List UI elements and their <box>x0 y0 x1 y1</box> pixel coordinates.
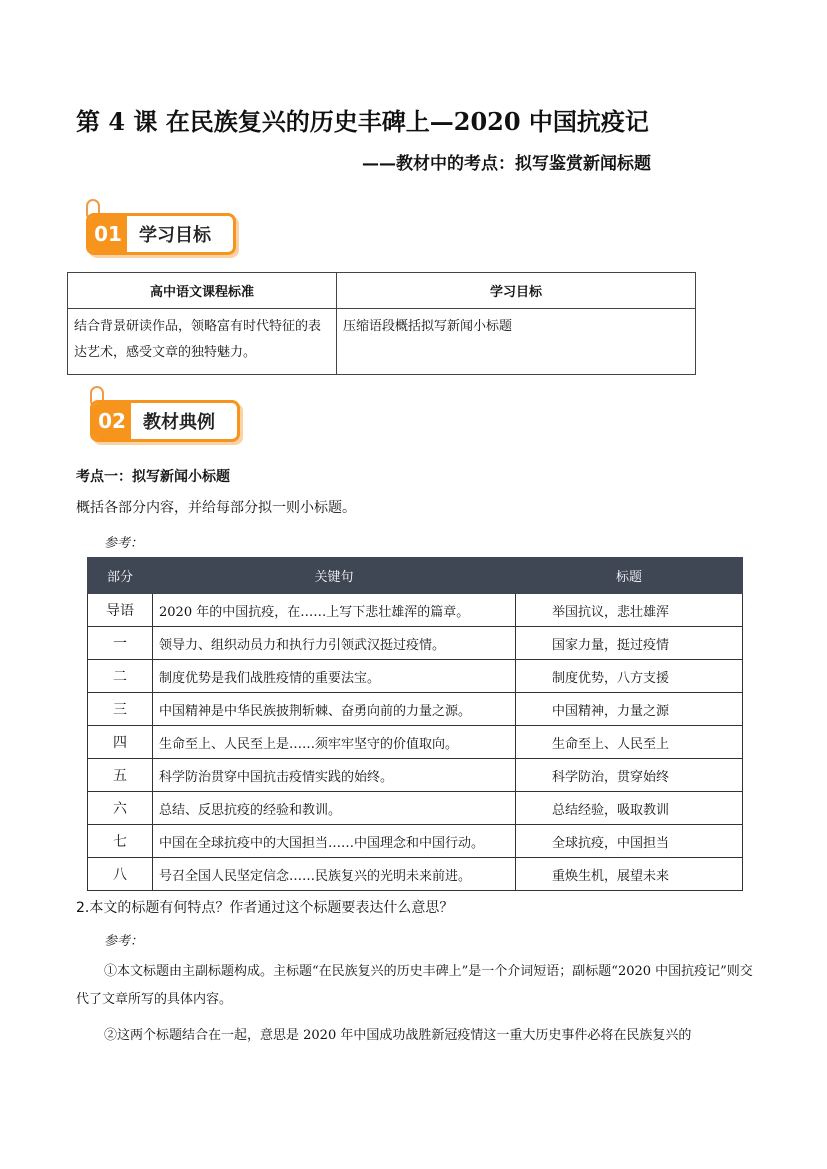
table-cell: 科学防治，贯穿始终 <box>516 759 743 792</box>
table-cell: 中国精神是中华民族披荆斩棘、奋勇向前的力量之源。 <box>153 693 516 726</box>
table-header: 学习目标 <box>337 273 696 309</box>
table-cell: 重焕生机，展望未来 <box>516 858 743 891</box>
table-cell: 压缩语段概括拟写新闻小标题 <box>337 309 696 375</box>
objectives-table <box>67 272 696 375</box>
table-header: 部分 <box>88 558 153 594</box>
table-cell: 总结经验，吸取教训 <box>516 792 743 825</box>
table-cell: 总结、反思抗疫的经验和教训。 <box>153 792 516 825</box>
section-label: 教材典例 <box>143 412 215 433</box>
table-row <box>88 594 743 627</box>
table-cell: 五 <box>88 759 153 792</box>
reference-label: 参考： <box>104 536 144 551</box>
table-cell: 制度优势是我们战胜疫情的重要法宝。 <box>153 660 516 693</box>
table-cell: 举国抗议，悲壮雄浑 <box>516 594 743 627</box>
table-cell: 中国精神，力量之源 <box>516 693 743 726</box>
table-cell: 八 <box>88 858 153 891</box>
reference-label: 参考： <box>104 934 144 949</box>
table-header: 高中语文课程标准 <box>68 273 337 309</box>
table-cell: 全球抗疫，中国担当 <box>516 825 743 858</box>
table-cell: 科学防治贯穿中国抗击疫情实践的始终。 <box>153 759 516 792</box>
table-cell: 生命至上、人民至上是……须牢牢坚守的价值取向。 <box>153 726 516 759</box>
question-2: 2.本文的标题有何特点？作者通过这个标题要表达什么意思？ <box>76 900 454 916</box>
table-cell: 结合背景研读作品，领略富有时代特征的表达艺术，感受文章的独特魅力。 <box>68 309 337 375</box>
table-cell: 中国在全球抗疫中的大国担当……中国理念和中国行动。 <box>153 825 516 858</box>
example-table <box>87 557 743 891</box>
table-cell: 号召全国人民坚定信念……民族复兴的光明未来前进。 <box>153 858 516 891</box>
table-row <box>88 858 743 891</box>
section-number: 02 <box>93 403 131 439</box>
table-cell: 一 <box>88 627 153 660</box>
table-cell: 领导力、组织动员力和执行力引领武汉挺过疫情。 <box>153 627 516 660</box>
table-row <box>88 660 743 693</box>
page-subtitle: ——教材中的考点：拟写鉴赏新闻标题 <box>362 154 651 174</box>
table-cell: 四 <box>88 726 153 759</box>
question-1: 概括各部分内容，并给每部分拟一则小标题。 <box>76 500 356 516</box>
table-cell: 生命至上、人民至上 <box>516 726 743 759</box>
kaodian-heading: 考点一：拟写新闻小标题 <box>76 469 230 485</box>
table-cell: 三 <box>88 693 153 726</box>
page-title: 第 4 课 在民族复兴的历史丰碑上—2020 中国抗疫记 <box>76 107 649 136</box>
table-header: 标题 <box>516 558 743 594</box>
table-row <box>88 627 743 660</box>
table-header: 关键句 <box>153 558 516 594</box>
table-row <box>88 825 743 858</box>
table-row <box>88 726 743 759</box>
table-cell: 七 <box>88 825 153 858</box>
table-cell: 国家力量，挺过疫情 <box>516 627 743 660</box>
answer-paragraph-1: ①本文标题由主副标题构成。主标题“在民族复兴的历史丰碑上”是一个介词短语；副标题“2020 中国抗疫记”则交代了文章所写的具体内容。 <box>76 964 753 1007</box>
answer-paragraph-2: ②这两个标题结合在一起，意思是 2020 年中国成功战胜新冠疫情这一重大历史事件必将在民族复兴的 <box>104 1028 692 1043</box>
table-cell: 二 <box>88 660 153 693</box>
table-row <box>88 792 743 825</box>
table-cell: 六 <box>88 792 153 825</box>
table-cell: 2020 年的中国抗疫，在……上写下悲壮雄浑的篇章。 <box>153 594 516 627</box>
section-label: 学习目标 <box>139 225 211 246</box>
table-row <box>88 693 743 726</box>
table-cell: 导语 <box>88 594 153 627</box>
section-number: 01 <box>89 216 127 252</box>
table-cell: 制度优势，八方支援 <box>516 660 743 693</box>
table-row <box>88 759 743 792</box>
